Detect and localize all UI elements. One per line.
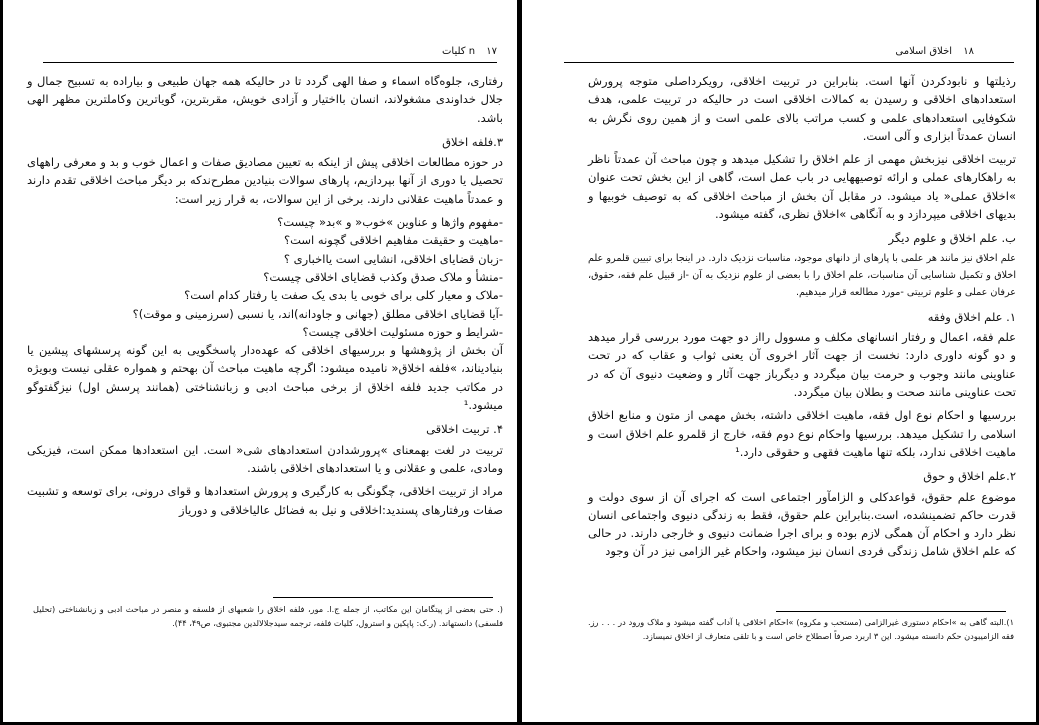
right-header-rule (564, 62, 1014, 63)
right-page-body (588, 72, 1016, 566)
section-3-closing: آن بخش از پژوهشها و بررسیهای اخلاقی که عهده‌دار پاسخگویی به این گونه پرسشهای پیشین یا بنیادیناند، »فلفه اخلاق« نامیده میشود: اگرچه ماهیت مباحث آن بهحتم و همواره عقلی نیست وبویژه در مکاتب جدید فلفه اخلاق از برخی مباحث ادبی و زبانشناختی (همانند پرسش اول) نیزگفتوگو میشود.¹ (27, 343, 503, 413)
right-paragraph-intro: رذیلتها و نابودکردن آنها است. بنابراین در تربیت اخلاقی، رویکرداصلی متوجه پرورش استعدادهای اخلاقی و رسیدن به کمالات اخلاقی است در حالیکه در تربیت علمی، هدف شکوفایی استعدادهای علمی و کسب مراتب بالای علمی است و از همین روی نگرش به انسان عمدتاً ابزاری و آلی است. (588, 74, 1016, 143)
left-page-header (442, 46, 497, 57)
left-page-body (27, 72, 503, 524)
section-b-paragraph: علم اخلاق نیز مانند هر علمی با پارهای از دانهای موجود، مناسبات نزدیک دارد. در اینجا برای تبیین قلمرو علم اخلاق و تکمیل شناسایی آن مناسبات، علم اخلاق را با بعضی از علوم نزدیک به آن -از قبیل علم فقه، حقوق، عرفان عملی و علوم تربیتی -مورد مطالعه قرار میدهیم. (588, 252, 1016, 299)
right-page (520, 0, 1039, 725)
book-gutter (517, 0, 522, 725)
section-b-heading: ب. علم اخلاق و علوم دیگر (888, 231, 1016, 246)
left-footnote-rule (273, 597, 493, 598)
right-page-number: ۱۸ (963, 46, 974, 57)
question-list (27, 213, 503, 341)
section-1-paragraph-1: علم فقه، اعمال و رفتار انسانهای مکلف و مسوول رااز دو جهت مورد بررسی قرار میدهد و دو گونه داوری دارد: نخست از جهت آثار اخروی آن یعنی ثواب و عقاب که در تحت عناوینی مانند وجوب و حرمت بیان میگردد و دیگرباز جهت آثار و وضعیت دنیوی آن که در تحت عناوینی مانند صحت و بطلان بیان میگردد. (588, 330, 1016, 400)
left-page-number: ۱۷ (486, 46, 497, 57)
section-1-paragraph-2: بررسیها و احکام نوع اول فقه، ماهیت اخلاقی داشته، بخش مهمی از متون و منابع اخلاق اسلامی را تشکیل میدهد. بررسیها واحکام نوع دوم فقه، خارج از قلمرو علم اخلاق است و ماهیت اخلاقی ندارد، بلکه تنها ماهیت فقهی و حقوقی دارد.¹ (588, 408, 1016, 459)
left-footnote: (. حتی بعضی از پیتگامان این مکاتب، از جمله ج.ا. مور، فلفه اخلاق را شعبهای از فلسفه و منصر در مباحث ادبی و زبانشناختی (تحلیل فلسفی) دانستهاند. (ر.ک: پاپکین و استرول، کلیات فلفه، ترجمه سیدجلالالدین مجتبوی، ص۴۹، ۴۴). (33, 604, 503, 628)
question-item: -مفهوم واژها و عناوین »خوب« و »بد« چیست؟ (277, 215, 503, 230)
question-item: -منشأ و ملاک صدق وکذب قضایای اخلاقی چیست؟ (263, 269, 503, 284)
right-paragraph-2: تربیت اخلاقی نیزبخش مهمی از علم اخلاق را تشکیل میدهد و چون مباحث آن عمدتاً ناظر به راهکارهای عملی و ارائه توصیههایی در باب عمل است، گاهی از این بخش تحت عنوان »اخلاق عملی« یاد میشود. در مقابل آن بخش از مباحث اخلاقی که به توصیف خوبیها و بدیهای اخلاقی میپردازد و به آنگاهی »اخلاق نظری، گفته میشود. (588, 152, 1016, 222)
left-paragraph-intro: رفتاری، جلوه‌گاه اسماء و صفا الهی گردد تا در حالیکه همه جهان طبیعی و بیاراده به تسبیح جمال و جلال خداوندی مشغولاند، انسان بااختیار و آزادی خویش، مقربترین، گویاترین وکاملترین مظهر الهی باشد. (27, 74, 503, 125)
section-4-heading: ۴. تربیت اخلاقی (426, 422, 503, 437)
section-1-heading: ۱. علم اخلاق وفقه (927, 309, 1016, 324)
right-running-title: اخلاق اسلامی (895, 46, 953, 57)
question-item: -ماهیت و حقیقت مفاهیم اخلاقی گچونه است؟ (284, 233, 503, 248)
question-item: -ملاک و معیار کلی برای خوبی یا بدی یک صفت یا رفتار کدام است؟ (184, 288, 503, 303)
section-3-heading: ۳.فلفه اخلاق (442, 134, 503, 149)
left-page (0, 0, 519, 725)
right-footnote-rule (776, 611, 1006, 612)
question-item: -آیا قضایای اخلاقی مطلق (جهانی و جاودانه)اند، یا نسبی (سرزمینی و موقت)؟ (132, 306, 503, 321)
right-page-header (895, 46, 974, 57)
left-running-title: n کلیات (441, 46, 476, 57)
section-2-heading: ۲.علم اخلاق و حوق (923, 469, 1016, 484)
question-item: -زبان قضایای اخلاقی، انشایی است یااخباری ؟ (283, 251, 503, 266)
section-4-paragraph-2: مراد از تربیت اخلاقی، چگونگی به کارگیری و پرورش استعدادها و قوای درونی، برای توسعه و تشبیت صفات ورفتارهای پسندید:اخلاقی و نیل به فضائل عالیاخلاقی و دوریاز (27, 484, 503, 517)
section-2-paragraph: موضوع علم حقوق، قواعدکلی و الزامآور اجتماعی است که اجرای آن از سوی دولت و قدرت حاکم تضمینشده، است.بنابراین علم حقوق، فقط به زندگی دنیوی واجتماعی انسان نظر دارد و احکام آن همگی لازم بوده و برای اجرا ضمانت دنیوی و خارجی دارند. در حالی که علم اخلاق شامل زندگی فردی انسان نیز میشود، واحکام غیر الزامی نیز در آن وجود (588, 489, 1016, 559)
section-3-paragraph: در حوزه مطالعات اخلاقی پیش از اینکه به تعیین مصادیق صفات و اعمال خوب و بد و معرفی راههای تحصیل یا دوری از آنها بپردازیم، پارهای سوالات بنیادین مطرح‌ندکه بر دیگر مباحث اخلاقی تقدم دارند و عمدتاً ماهیت عقلانی دارند. برخی از این سوالات، به قرار زیر است: (27, 155, 503, 206)
question-item: -شرایط و حوزه مسئولیت اخلاقی چیست؟ (302, 324, 503, 339)
section-4-paragraph-1: تربیت در لغت بهمعنای »پرورشدادن استعدادهای شی« است. این استعدادها ممکن است، فیزیکی ومادی، علمی و عقلانی و یا استعدادهای اخلاقی باشند. (27, 442, 503, 475)
right-footnote: ۱).البته گاهی به »احکام دستوری غیرالزامی (مستحب و مکروه) »احکام اخلاقی یا آداب گفته میشود و ملاک ورود در . . . رز. فقه الزامیبودن حکم دانسته میشود. این ۳ اربرد صرفاً اصطلاح خاص است و با تلقی متعارف از اخلاق نمیسازد. (588, 617, 1014, 641)
left-header-rule (43, 62, 497, 63)
